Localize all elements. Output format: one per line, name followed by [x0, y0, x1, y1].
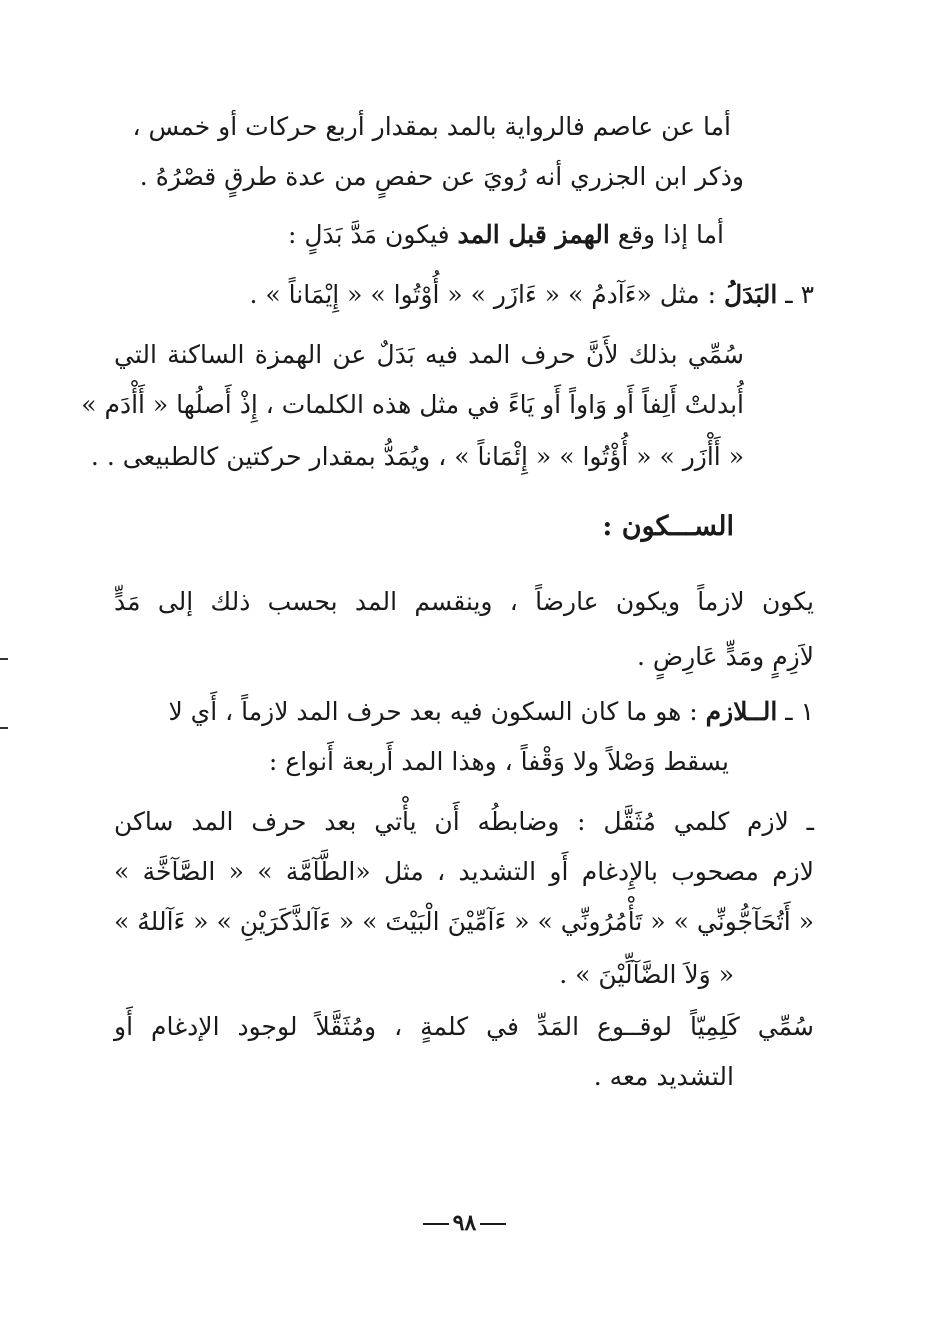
text-line-3: [184, 218, 724, 252]
text-line-8: يكون لازماً ويكون عارضاً ، وينقسم المد بحسب ذلك إلى مَدٍّ: [114, 587, 814, 616]
text-line-14: « أَتُحَآجُّونِّي » « تَأْمُرُونِّي » « ءَآمِّيْنَ الْبَيْتَ » « ءَآلذَّكَرَيْنِ » « ءَآللهُ »: [114, 907, 814, 936]
text-line-10-lazim: [114, 695, 814, 729]
text-line-2: وذكر ابن الجزري أنه رُويَ عن حفصٍ من عدة طرقٍ قصْرُهُ .: [139, 162, 744, 191]
term-badal: البَدَلُ: [723, 280, 778, 309]
text-line-17: التشديد معه .: [593, 1062, 734, 1091]
text-line-16: سُمِّي كَلِمِيّاً لوقــوع المَدِّ في كلمةٍ ، ومُثَقَّلاً لوجود الإدغام أَو: [114, 1012, 814, 1041]
text-segment: فيكون مَدَّ بَدَلٍ :: [287, 220, 458, 249]
text-line-7: « أَأْزَر » « أُؤْتُوا » « إِئْمَاناً » ، ويُمَدُّ بمقدار حركتين كالطبيعى . .: [90, 442, 744, 471]
dash-decoration: [423, 1223, 449, 1225]
text-line-5: سُمِّي بذلك لأَنَّ حرف المد فيه بَدَلٌ عن الهمزة الساكنة التي: [114, 340, 744, 369]
section-heading-sukun: الســـكون :: [602, 511, 734, 542]
emphasis-hamz-before-madd: الهمز قبل المد: [457, 220, 610, 249]
page-number: [0, 1210, 929, 1236]
text-line-9: لاَزِمٍ ومَدٍّ عَارِضٍ .: [636, 642, 814, 671]
text-segment: أما إذا وقع: [609, 220, 724, 249]
margin-mark: [0, 727, 8, 729]
term-lazim: الــلازم: [705, 697, 778, 726]
text-line-12: ـ لازم كلمي مُثَقَّل : وضابطُه أَن يأْتي بعد حرف المد ساكن: [114, 807, 814, 836]
text-line-15: « وَلاَ الضَّآلِّيْنَ » .: [559, 960, 734, 989]
page-number-value: ٩٨: [452, 1210, 477, 1236]
text-segment: : هو ما كان السكون فيه بعد حرف المد لازماً ، أَي لا: [168, 697, 706, 726]
item-number: ٣ ـ: [777, 280, 814, 309]
text-line-6: أُبدلتْ أَلِفاً أَو وَاواً أَو يَاءً في مثل هذه الكلمات ، إِذْ أَصلُها « أَأْدَم »: [81, 390, 744, 419]
text-line-1: أما عن عاصم فالرواية بالمد بمقدار أربع حركات أو خمس ،: [132, 112, 731, 141]
text-segment: : مثل «ءَآدمُ » « ءَازَر » « أُوْتُوا » « إِيْمَاناً » .: [249, 280, 724, 309]
text-line-11: يسقط وَصْلاً ولا وَقْفاً ، وهذا المد أَربعة أَنواع :: [268, 747, 729, 776]
dash-decoration: [480, 1223, 506, 1225]
text-line-4-badal: [114, 278, 814, 312]
text-line-13: لازم مصحوب بالإِدغام أَو التشديد ، مثل «الطَّآمَّة » « الصَّآخَّة »: [114, 857, 814, 886]
item-number: ١ ـ: [777, 697, 814, 726]
margin-mark: [0, 658, 8, 660]
